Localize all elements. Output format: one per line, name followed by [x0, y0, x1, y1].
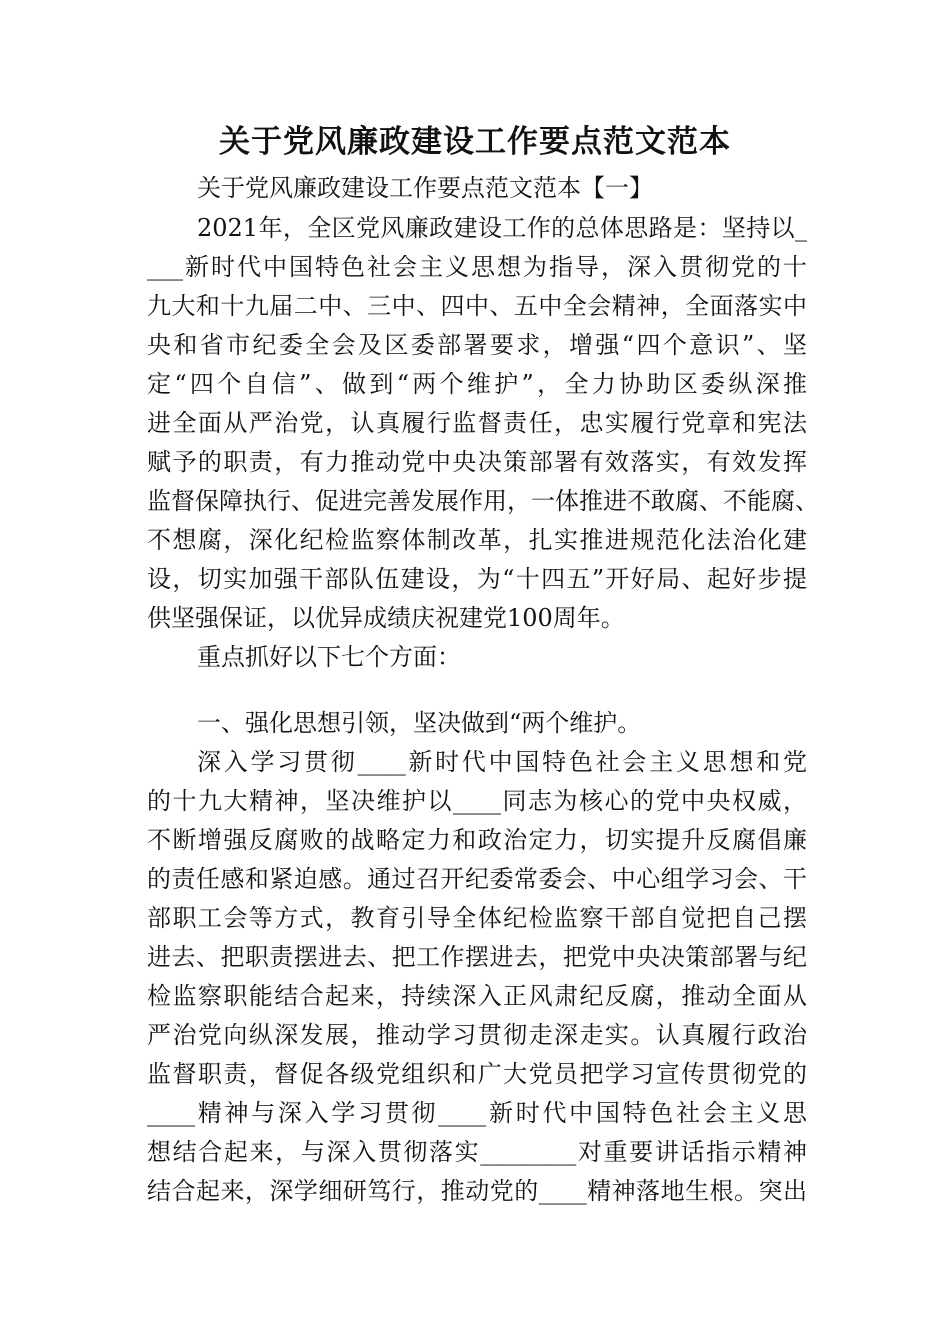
paragraph-line: 深入学习贯彻____新时代中国特色社会主义思想和党	[197, 748, 807, 776]
document-title: 关于党风廉政建设工作要点范文范本	[219, 124, 731, 160]
paragraph-line: 想结合起来，与深入贯彻落实________对重要讲话指示精神	[147, 1138, 807, 1166]
paragraph-line: 央和省市纪委全会及区委部署要求，增强“四个意识”、坚	[147, 331, 807, 359]
paragraph-line: 不断增强反腐败的战略定力和政治定力，切实提升反腐倡廉	[147, 826, 807, 854]
paragraph-line: 设，切实加强干部队伍建设，为“十四五”开好局、起好步提	[147, 565, 807, 593]
paragraph-line: 重点抓好以下七个方面：	[197, 643, 461, 671]
paragraph-line: 定“四个自信”、做到“两个维护”，全力协助区委纵深推	[147, 370, 807, 398]
paragraph-line: 的责任感和紧迫感。通过召开纪委常委会、中心组学习会、干	[147, 865, 807, 893]
paragraph-line: ___新时代中国特色社会主义思想为指导，深入贯彻党的十	[147, 253, 807, 281]
paragraph-line: 供坚强保证，以优异成绩庆祝建党100周年。	[147, 604, 625, 632]
paragraph-line: 监督保障执行、促进完善发展作用，一体推进不敢腐、不能腐、	[147, 487, 819, 515]
paragraph-line: 进去、把职责摆进去、把工作摆进去，把党中央决策部署与纪	[147, 943, 807, 971]
paragraph-line: 2021年，全区党风廉政建设工作的总体思路是：坚持以_	[197, 214, 807, 242]
paragraph-line: 监督职责，督促各级党组织和广大党员把学习宣传贯彻党的	[147, 1060, 807, 1088]
section-heading: 一、强化思想引领，坚决做到“两个维护。	[197, 709, 642, 737]
paragraph-line: 部职工会等方式，教育引导全体纪检监察干部自觉把自己摆	[147, 904, 807, 932]
paragraph-line: 赋予的职责，有力推动党中央决策部署有效落实，有效发挥	[147, 448, 807, 476]
paragraph-line: 检监察职能结合起来，持续深入正风肃纪反腐，推动全面从	[147, 982, 807, 1010]
paragraph-line: ____精神与深入学习贯彻____新时代中国特色社会主义思	[147, 1099, 807, 1127]
paragraph-line: 结合起来，深学细研笃行，推动党的____精神落地生根。突出	[147, 1177, 807, 1205]
paragraph-line: 九大和十九届二中、三中、四中、五中全会精神，全面落实中	[147, 292, 807, 320]
paragraph-line: 进全面从严治党，认真履行监督责任，忠实履行党章和宪法	[147, 409, 807, 437]
paragraph-line: 的十九大精神，坚决维护以____同志为核心的党中央权威，	[147, 787, 807, 815]
subtitle-line: 关于党风廉政建设工作要点范文范本【一】	[197, 174, 653, 202]
paragraph-line: 不想腐，深化纪检监察体制改革，扎实推进规范化法治化建	[147, 526, 807, 554]
paragraph-line: 严治党向纵深发展，推动学习贯彻走深走实。认真履行政治	[147, 1021, 807, 1049]
